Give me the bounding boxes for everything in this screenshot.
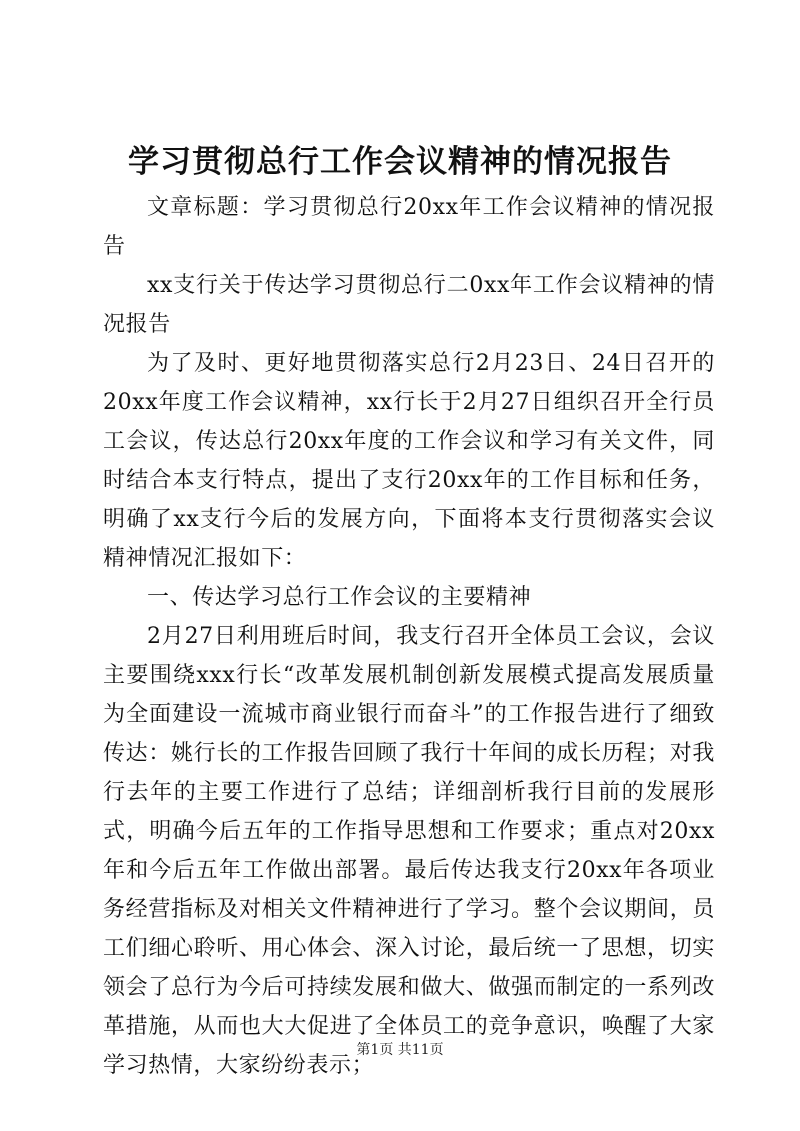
page-title: 学习贯彻总行工作会议精神的情况报告 (128, 144, 672, 180)
document-body (103, 188, 715, 1085)
report-heading-paragraph: xx支行关于传达学习贯彻总行二0xx年工作会议精神的情况报告 (103, 273, 715, 337)
section-heading: 一、传达学习总行工作会议的主要精神 (147, 585, 532, 610)
page-number: 第1页 共11页 (356, 1042, 444, 1058)
intro-paragraph: 为了及时、更好地贯彻落实总行2月23日、24日召开的20xx年度工作会议精神，xx行长于2月27日组织召开全行员工会议，传达总行20xx年度的工作会议和学习有关文件，同时结合本支行特点，提出了支行20xx年的工作目标和任务，明确了xx支行今后的发展方向，下面将本支行贯彻落实会议精神情况汇报如下： (103, 351, 715, 571)
page-footer (0, 1040, 800, 1060)
article-title-line: 文章标题：学习贯彻总行20xx年工作会议精神的情况报告 (103, 195, 715, 259)
body-paragraph: 2月27日利用班后时间，我支行召开全体员工会议，会议主要围绕xxx行长“改革发展机制创新发展模式提高发展质量为全面建设一流城市商业银行而奋斗”的工作报告进行了细致传达：姚行长的工作报告回顾了我行十年间的成长历程；对我行去年的主要工作进行了总结；详细剖析我行目前的发展形式，明确今后五年的工作指导思想和工作要求；重点对20xx年和今后五年工作做出部署。最后传达我支行20xx年各项业务经营指标及对相关文件精神进行了学习。整个会议期间，员工们细心聆听、用心体会、深入讨论，最后统一了思想，切实领会了总行为今后可持续发展和做大、做强而制定的一系列改革措施，从而也大大促进了全体员工的竞争意识，唤醒了大家学习热情，大家纷纷表示； (103, 624, 715, 1078)
